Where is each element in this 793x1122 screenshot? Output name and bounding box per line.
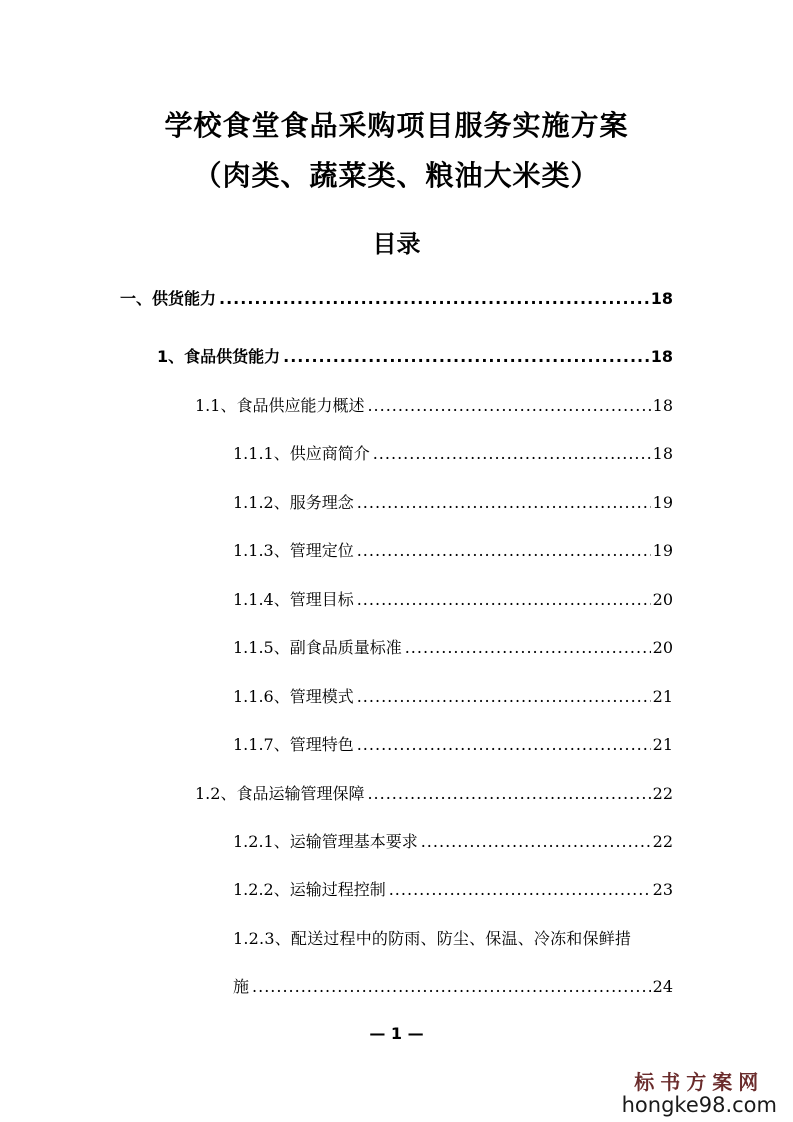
- toc-entry[interactable]: [233, 538, 673, 564]
- toc-entry[interactable]: [233, 635, 673, 661]
- toc-entry-label: 1.2、食品运输管理保障: [195, 784, 365, 803]
- toc-leader-dots: [367, 393, 650, 419]
- toc-entry-label: 1.1.5、副食品质量标准: [233, 638, 402, 657]
- page-number: — 1 —: [369, 1024, 424, 1043]
- watermark-site-name: 标书方案网: [634, 1070, 765, 1094]
- toc-leader-dots: [219, 286, 649, 312]
- toc-entry-page: 19: [652, 493, 673, 512]
- toc-entry-label: 一、供货能力: [120, 289, 217, 308]
- toc-entry-page: 18: [650, 289, 673, 308]
- document-subtitle: （肉类、蔬菜类、粮油大米类）: [193, 159, 600, 192]
- toc-entry-label: 1.1.4、管理目标: [233, 590, 354, 609]
- toc-entry-page: 21: [652, 687, 673, 706]
- watermark-url: hongke98.com: [621, 1093, 777, 1117]
- toc-leader-dots: [405, 635, 651, 661]
- toc-entry-label: 1.1、食品供应能力概述: [195, 396, 365, 415]
- toc-entry-page: 20: [652, 638, 673, 657]
- toc-entry[interactable]: [233, 732, 673, 758]
- toc-entry[interactable]: [233, 974, 673, 1000]
- toc-entry[interactable]: [233, 684, 673, 710]
- toc-entry-label: 1.1.2、服务理念: [233, 493, 354, 512]
- toc-entry[interactable]: [157, 344, 673, 370]
- toc-entry[interactable]: [195, 781, 673, 807]
- toc-entry-label: 1.1.7、管理特色: [233, 735, 354, 754]
- toc-entry-page: 23: [652, 880, 673, 899]
- toc-entry-page: 18: [652, 396, 673, 415]
- toc-heading: 目录: [372, 230, 421, 258]
- toc-entry-page: 19: [652, 541, 673, 560]
- toc-entry-page: 18: [650, 347, 673, 366]
- toc-entry-label: 1、食品供货能力: [157, 347, 281, 366]
- toc-entry[interactable]: [233, 441, 673, 467]
- toc-entry-page: 21: [652, 735, 673, 754]
- toc-leader-dots: [389, 877, 651, 903]
- toc-leader-dots: [357, 684, 651, 710]
- toc-entry-label: 1.1.3、管理定位: [233, 541, 354, 560]
- toc-entry-page: 22: [652, 784, 673, 803]
- toc-entry[interactable]: [233, 587, 673, 613]
- toc-entry[interactable]: [120, 286, 673, 312]
- toc-leader-dots: [367, 781, 650, 807]
- toc-entry-page: 22: [652, 832, 673, 851]
- toc-entry-page: 20: [652, 590, 673, 609]
- toc-leader-dots: [373, 441, 651, 467]
- toc-entry-label-line1[interactable]: 1.2.3、配送过程中的防雨、防尘、保温、冷冻和保鲜措: [233, 929, 632, 948]
- toc-leader-dots: [357, 538, 651, 564]
- toc-entry-page: 24: [652, 977, 673, 996]
- toc-leader-dots: [252, 974, 651, 1000]
- toc-entry-label-line2: 施: [233, 977, 250, 996]
- toc-entry-label: 1.2.2、运输过程控制: [233, 880, 386, 899]
- toc-entry[interactable]: [233, 877, 673, 903]
- toc-entry-label: 1.1.6、管理模式: [233, 687, 354, 706]
- toc-leader-dots: [421, 829, 651, 855]
- toc-leader-dots: [283, 344, 649, 370]
- toc-entry-label: 1.1.1、供应商简介: [233, 444, 370, 463]
- toc-entry[interactable]: [233, 490, 673, 516]
- document-title: 学校食堂食品采购项目服务实施方案: [164, 109, 629, 142]
- toc-leader-dots: [357, 490, 651, 516]
- toc-entry-label: 1.2.1、运输管理基本要求: [233, 832, 418, 851]
- toc-leader-dots: [357, 732, 651, 758]
- toc-entry-page: 18: [652, 444, 673, 463]
- watermark-logo: [622, 1066, 777, 1117]
- toc-entry[interactable]: [233, 829, 673, 855]
- toc-entry[interactable]: [195, 393, 673, 419]
- toc-leader-dots: [357, 587, 651, 613]
